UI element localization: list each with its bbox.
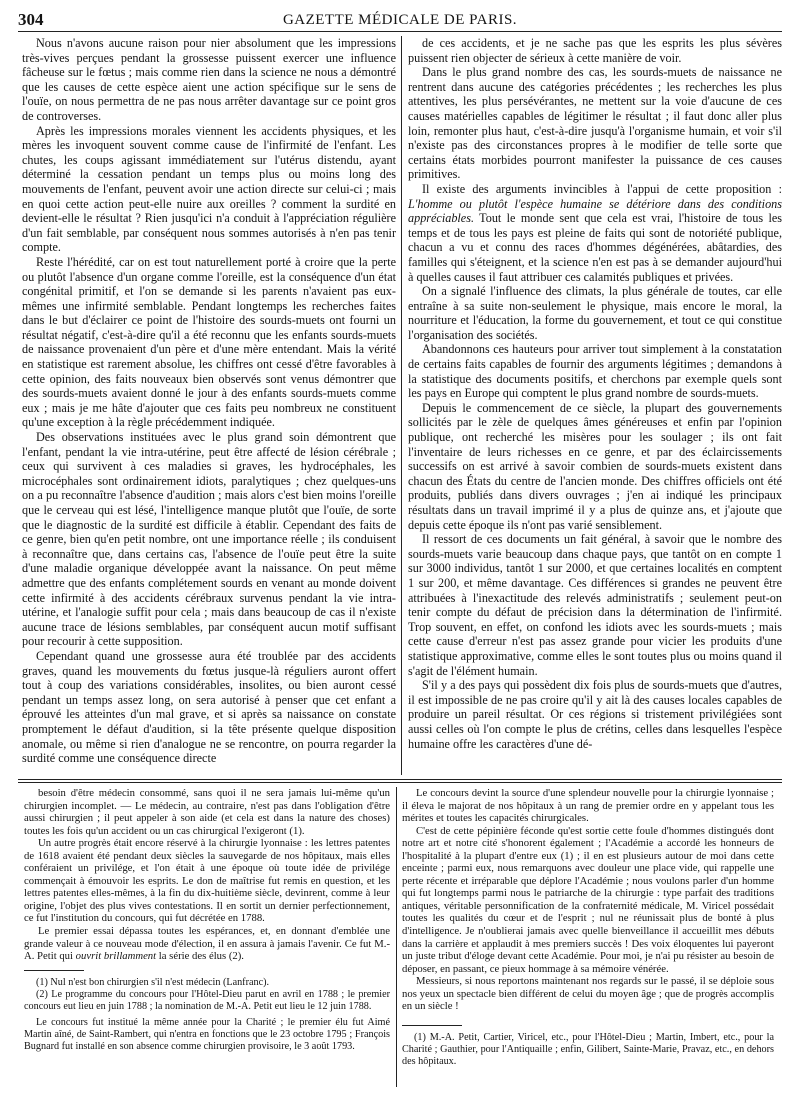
paragraph: C'est de cette pépinière féconde qu'est sortie cette foule d'hommes distingués dont notre art et notre cité s'honorent également ; l'Académie a accordé les honneurs de l'hospitalité à la plupart d'entre eux (1) ; il en est plusieurs autour de moi dans cette enceinte ; parmi eux, nous remarquons avec douleur une place vide, qui rappelle une perte récente et irréparable que déplore l'Académie ; nous voulons parler d'un homme qui fut longtemps parmi nous le patriarche de la chirurgie : type parfait des traditions antiques, véritable personnification de la confraternité médicale, M. Viricel possédait toutes les qualités du cœur et de l'esprit ; nul ne réunissait plus de bonté à plus d'intelligence. Je n'oublierai jamais avec quelle bienveillance il accueillit mes débuts dans la carrière et applaudit à mes premiers succès ! Des voix éloquentes lui payeront un juste tribut d'éloge devant cette Académie. Pour moi, je n'ai pu résister au besoin de déposer, en passant, ce pieux hommage à sa mémoire vénérée. [402, 824, 774, 975]
paragraph-text: Il existe des arguments invincibles à l'appui de cette proposition : [422, 181, 782, 196]
paragraph: de ces accidents, et je ne sache pas que les esprits les plus sévères puissent rien objecter de sérieux à cette manière de voir. [408, 36, 782, 65]
italic-proposition: L'homme ou plutôt l'espèce humaine se détériore dans des conditions appréciables. [408, 196, 782, 226]
paragraph: Messieurs, si nous reportons maintenant nos regards sur le passé, il se déploie sous nos yeux un spectacle bien différent de celui du moyen âge ; que de progrès accomplis en un siècle ! [402, 975, 774, 1013]
paragraph [24, 925, 390, 963]
paragraph: On a signalé l'influence des climats, la plus générale de toutes, car elle entraîne à sa suite non-seulement le physique, mais encore le moral, la nourriture et l'éducation, la forme du gouvernement, et tout ce qui constitue l'organisation des sociétés. [408, 284, 782, 342]
column-divider [396, 787, 397, 1087]
paragraph: Après les impressions morales viennent les accidents physiques, et les mères les invoquent souvent comme cause de l'infirmité de l'enfant. Les chutes, les coups agissant immédiatement sur l'utérus distendu, ayant déterminé la cessation pendant un temps plus ou moins long des mouvements de l'enfant, peuvent avoir une action directe sur celui-ci ; mais en quoi cette action peut-elle nuire aux oreilles ? comment la surdité en devient-elle le résultat ? Rien jusqu'ici n'a conduit à l'appréciation régulière d'un fait semblable, par conséquent nous sommes autorisés à n'en pas tenir compte. [22, 123, 396, 255]
paragraph: Abandonnons ces hauteurs pour arriver tout simplement à la constatation de certains faits capables de fournir des arguments légitimes ; demandons à la statistique des documents positifs, et cherchons par exemple quels sont les pays en Europe qui comptent le plus grand nombre de sourds-muets. [408, 342, 782, 401]
paragraph: Dans le plus grand nombre des cas, les sourds-muets de naissance ne rentrent dans aucune des catégories précédentes ; les recherches les plus attentives, les plus persévérantes, ne mettent sur la voie d'aucune de ces causes matérielles capables de légitimer le résultat ; il faut donc aller plus loin, remonter plus haut, c'est-à-dire jusqu'à l'organisme humain, et voir s'il n'existe pas des circonstances propres à le modifier de telle sorte que certains états morbides pourront manifester la puissance de ces causes primitives. [408, 65, 782, 182]
header-rule [18, 31, 782, 32]
feuilleton-right-column [402, 787, 774, 1069]
main-right-column [408, 36, 782, 751]
footnote: Le concours fut institué la même année pour la Charité ; le premier élu fut Aimé Martin aîné, de Saint-Rambert, qui n'entra en fonctions que le 23 octobre 1795 ; François Bugnard fut installé en son absence comme chirurgien provisoire, le 3 août 1793. [24, 1016, 390, 1053]
paragraph: S'il y a des pays qui possèdent dix fois plus de sourds-muets que d'autres, il est impossible de ne pas croire qu'il y ait là des causes locales capables de produire un pareil résultat. Or ces régions si tristement privilégiées sont aussi celles où l'on compte le plus de crétins, celles dans lesquelles l'espèce humaine offre les caractères d'une dé- [408, 678, 782, 751]
column-divider [401, 36, 402, 775]
paragraph-text: Tout le monde sent que cela est vrai, l'histoire de tous les temps et de tous les pays est pleine de faits qui sont de notoriété publique, chacun a vu et connu des races d'hommes dégénérées, abâtardies, des familles qui s'éteignent, et la science n'en est pas à se demander aujourd'hui à quelles causes il faut attribuer ces calamités publiques et privées. [408, 211, 782, 284]
paragraph-text: la série des élus (2). [156, 950, 244, 963]
paragraph-text: Le premier essai dépassa toutes les espérances, et, en donnant d'emblée une grande valeur à ce nouveau mode d'élection, il en assura à jamais l'avenir. Ce fut M.-A. Petit qui [24, 925, 390, 963]
page-number: 304 [18, 10, 44, 29]
footnote-rule [402, 1025, 462, 1026]
page-header [18, 6, 782, 30]
feuilleton-left-column [24, 787, 390, 1053]
paragraph: besoin d'être médecin consommé, sans quoi il ne sera jamais lui-même qu'un chirurgien incomplet. — Le médecin, au contraire, n'est pas dans l'obligation d'être aussi chirurgien ; il peut appeler à son aide (et cela est dans la nature des choses) toutes les fois qu'un accident ou un cas chirurgical l'exigeront (1). [24, 787, 390, 837]
section-rule [18, 782, 782, 783]
paragraph: Un autre progrès était encore réservé à la chirurgie lyonnaise : les lettres patentes de 1618 avaient été pendant deux siècles la sauvegarde de nos hôpitaux, mais elles conféraient un privilége, et l'on était à une époque où toute idée de privilége commençait à émouvoir les esprits. Le don de maîtrise fut remis en question, et les lettres patentes elles-mêmes, à la fin du dix-huitième siècle, devinrent, comme à leur origine, l'objet des plus vives contestations. Il en sortit un dernier perfectionnement, ce fut l'institution du concours, qui fut décrétée en 1788. [24, 837, 390, 925]
journal-title: GAZETTE MÉDICALE DE PARIS. [282, 12, 518, 28]
paragraph: Le concours devint la source d'une splendeur nouvelle pour la chirurgie lyonnaise ; il éleva le majorat de nos hôpitaux à un rang de premier ordre en y appelant tous les mérites et toutes les capacités chirurgicales. [402, 787, 774, 825]
paragraph: Des observations instituées avec le plus grand soin démontrent que l'enfant, pendant la vie intra-utérine, peut être affecté de lésion cérébrale ; ceux qui survivent à ces maladies si graves, les hydrocéphales, les microcéphales sont ordinairement idiots, paralytiques ; chez quelques-uns on a pu reconnaître l'absence d'audition ; mais alors c'est bien moins l'oreille que le cerveau qui est lésé, l'intelligence manque plutôt que l'ouïe, de sorte que le diagnostic de la surdité est difficile à établir. Cependant des faits de ce genre, bien qu'en petit nombre, ont une importance réelle ; ils conduisent à reconnaître que, dans certains cas, l'absence de l'ouïe peut être la suite d'une maladie organique développée avant la naissance. On peut même admettre que des enfants complétement sourds en venant au monde doivent cette infirmité à des accidents cérébraux survenus pendant la vie intra-utérine, et l'analogie suffit pour cela ; mais dans beaucoup de cas il n'existe aucune trace de lésions semblables, par conséquent aucun motif suffisant pour recourir à cette supposition. [22, 430, 396, 649]
paragraph: Reste l'hérédité, car on est tout naturellement porté à croire que la perte ou plutôt l'absence d'un organe comme l'oreille, est la conséquence d'un état congénital primitif, et l'on se demande si les parents n'avaient pas eux-mêmes une infirmité semblable. Pendant longtemps les recherches faites dans le but d'éclairer ce point de l'histoire des sourds-muets ont fourni un résultat négatif, c'est-à-dire qu'il a été reconnu que les enfants sourds-muets de naissance provenaient d'un père et d'une mère entendant. Mais la vérité en statistique est rarement absolue, les chiffres ont cessé d'être favorables à cette opinion, des faits nouveaux bien observés sont venus démontrer que des sourds-muets avaient donné le jour à des enfants sourds-muets comme eux ; mais je me hâte d'ajouter que ces faits peu nombreux ne constituent qu'une exception à la règle précédemment indiquée. [22, 254, 396, 430]
paragraph: Cependant quand une grossesse aura été troublée par des accidents graves, quand les mouvements du fœtus jusque-là réguliers auront offert tout à coup des variations considérables, insolites, ou bien auront cessé pendant un temps assez long, on sera autorisé à penser que cet enfant a éprouvé les atteintes d'un mal grave, et si après sa naissance on constate promptement le défaut d'audition, si la tête présente quelque disposition anomale, ou même si rien d'analogue ne se rencontre, on pourra regarder la surdité comme une conséquence directe [22, 648, 396, 766]
footnotes [24, 977, 390, 1054]
footnote: (1) M.-A. Petit, Cartier, Viricel, etc., pour l'Hôtel-Dieu ; Martin, Imbert, etc., pour la Charité ; Gauthier, pour l'Antiquaille ; enfin, Gilibert, Sainte-Marie, Pravaz, etc., en dehors des hôpitaux. [402, 1031, 774, 1068]
paragraph: Depuis le commencement de ce siècle, la plupart des gouvernements sollicités par le zèle de quelques âmes généreuses et enfin par l'opinion publique, ont recherché les misères pour les soulager ; ils ont fait l'inventaire de leurs richesses en ce genre, et par des éclaircissements successifs on est arrivé à savoir combien de sourds-muets existent dans chacun des États du centre de l'ancien monde. Des chiffres officiels ont été produits, publiés dans divers ouvrages ; j'en ai indiqué les principaux résultats dans un travail imprimé il y a plus de quinze ans, et j'ajoute que depuis cette époque ils n'ont pas varié sensiblement. [408, 400, 782, 532]
main-left-column [22, 36, 396, 766]
paragraph [408, 182, 782, 284]
footnotes [402, 1032, 774, 1069]
section-rule [18, 779, 782, 780]
footnote-rule [24, 970, 84, 971]
italic-phrase: ouvrit brillamment [75, 950, 157, 963]
footnote: (1) Nul n'est bon chirurgien s'il n'est médecin (Lanfranc). [36, 976, 270, 988]
paragraph: Il ressort de ces documents un fait général, à savoir que le nombre des sourds-muets varie beaucoup dans chaque pays, que tantôt on en compte 1 sur 3000 individus, tantôt 1 sur 2000, et que certaines localités en comptent 1 sur 200, et même davantage. Ces différences si grandes ne peuvent être attribuées à l'inexactitude des relevés administratifs ; seulement peut-on tenir compte du défaut de précision dans la détermination de l'infirmité. Trop souvent, en effet, on confond les idiots avec les sourds-muets ; mais cette cause d'erreur n'est pas assez grande pour vicier les produits d'une statistique approximative, comme elles le sont toutes plus ou moins quand il s'agit de l'élément humain. [408, 532, 782, 678]
footnote: (2) Le programme du concours pour l'Hôtel-Dieu parut en avril en 1788 ; le premier concours eut lieu en juin 1788 ; la nomination de M.-A. Petit eut lieu le 12 juin 1788. [24, 988, 390, 1013]
paragraph: Nous n'avons aucune raison pour nier absolument que les impressions très-vives perçues pendant la grossesse puissent exercer une influence fâcheuse sur le fœtus ; mais comme rien dans la science ne nous a démontré que les causes de cette espèce aient une action spécifique sur le sens de l'ouïe, on nous permettra de ne pas nous arrêter davantage sur ce point gros de controverses. [22, 36, 396, 123]
